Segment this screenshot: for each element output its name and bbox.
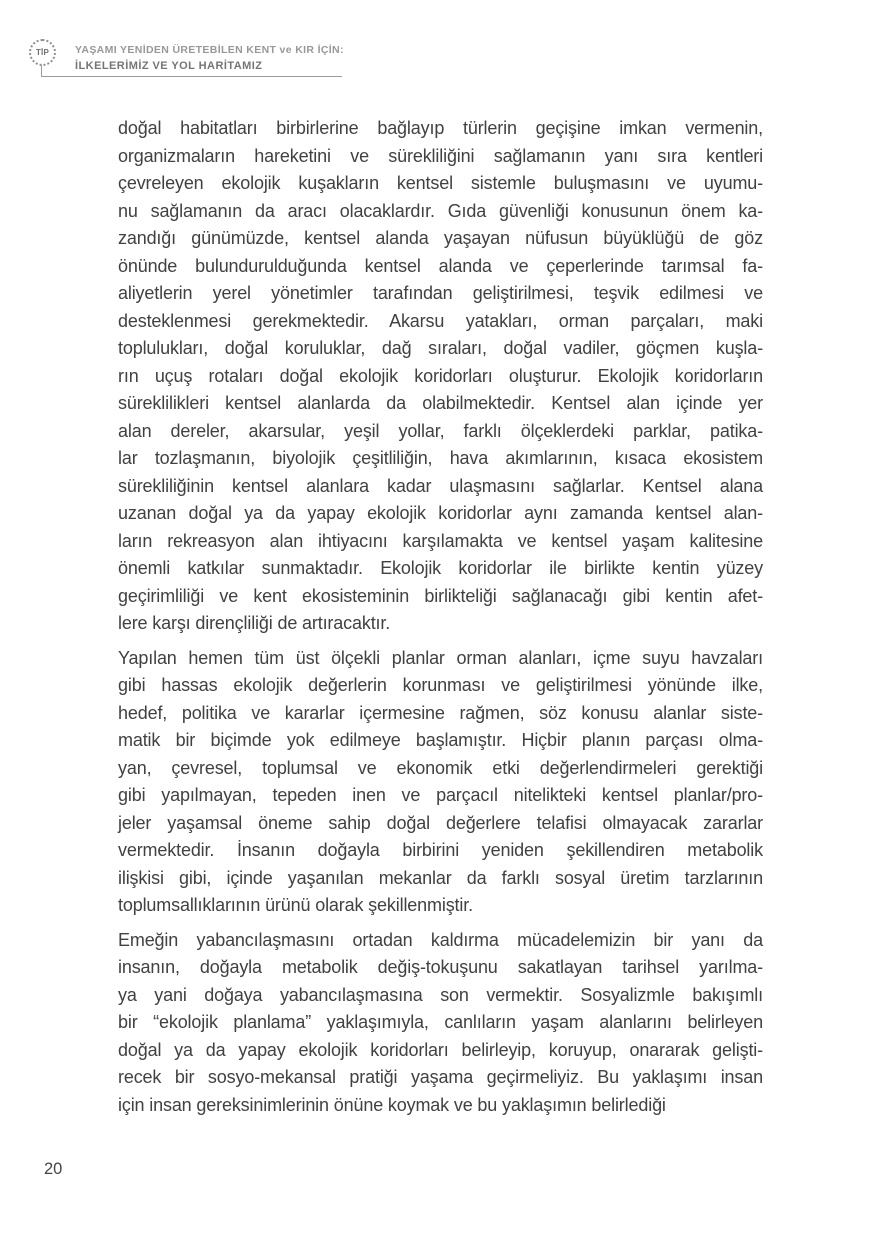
tip-party-logo bbox=[29, 39, 56, 66]
text-line: lere karşı dirençliliği de artıracaktır. bbox=[118, 613, 391, 633]
text-line: geçirimliliği ve kent ekosisteminin birlikteliği sağlanacağı gibi kentin afet- bbox=[118, 585, 763, 606]
header-rule bbox=[41, 76, 342, 77]
text-line: uzanan doğal ya da yapay ekolojik koridorlar aynı zamanda kentsel alan- bbox=[118, 503, 763, 523]
text-line: ilişkisi gibi, içinde yaşanılan mekanlar da farklı sosyal üretim tarzlarının bbox=[118, 867, 763, 888]
text-line: recek bir sosyo-mekansal pratiği yaşama geçirmeliyiz. Bu yaklaşımı insan bbox=[118, 1067, 763, 1087]
paragraph-3 bbox=[118, 927, 763, 1120]
text-line: önünde bulundurulduğunda kentsel alanda ve çeperlerinde tarımsal fa- bbox=[118, 255, 763, 276]
text-line: aliyetlerin yerel yönetimler tarafından geliştirilmesi, teşvik edilmesi ve bbox=[118, 283, 763, 303]
text-line: toplumsallıklarının ürünü olarak şekillenmiştir. bbox=[118, 895, 473, 915]
text-line: gibi yapılmayan, tepeden inen ve parçacıl nitelikteki kentsel planlar/pro- bbox=[118, 785, 763, 805]
text-line: alan dereler, akarsular, yeşil yollar, farklı ölçeklerdeki parklar, patika- bbox=[118, 420, 763, 441]
text-line: rın uçuş rotaları doğal ekolojik koridorları oluşturur. Ekolojik koridorların bbox=[118, 365, 763, 386]
document-subtitle: İLKELERİMİZ VE YOL HARİTAMIZ bbox=[75, 60, 263, 72]
text-line: gibi hassas ekolojik değerlerin korunması ve geliştirilmesi yönünde ilke, bbox=[118, 675, 763, 695]
page-header bbox=[0, 0, 877, 90]
text-line: yan, çevresel, toplumsal ve ekonomik etki değerlendirmeleri gerektiği bbox=[118, 757, 763, 778]
tip-logo-text: TİP bbox=[35, 47, 50, 57]
paragraph-2 bbox=[118, 645, 763, 920]
text-line: süreklilikleri kentsel alanlarda da olabilmektedir. Kentsel alan içinde yer bbox=[118, 393, 763, 413]
page-number: 20 bbox=[44, 1160, 63, 1178]
text-line: desteklenmesi gerekmektedir. Akarsu yatakları, orman parçaları, maki bbox=[118, 310, 763, 331]
text-line: organizmaların hareketini ve sürekliliğini sağlamanın yanı sıra kentleri bbox=[118, 145, 763, 166]
text-line: insanın, doğayla metabolik değiş-tokuşunu sakatlayan tarihsel yarılma- bbox=[118, 957, 763, 977]
header-titles bbox=[75, 43, 344, 73]
text-line: doğal habitatları birbirlerine bağlayıp türlerin geçişine imkan vermenin, bbox=[118, 118, 763, 138]
text-line: matik bir biçimde yok edilmeye başlamıştır. Hiçbir planın parçası olma- bbox=[118, 730, 763, 750]
paragraph-1 bbox=[118, 115, 763, 638]
text-line: Emeğin yabancılaşmasını ortadan kaldırma mücadelemizin bir yanı da bbox=[118, 929, 763, 950]
text-line: jeler yaşamsal öneme sahip doğal değerlere telafisi olmayacak zararlar bbox=[118, 812, 763, 833]
text-line: Yapılan hemen tüm üst ölçekli planlar orman alanları, içme suyu havzaları bbox=[118, 647, 763, 668]
text-line: sürekliliğinin kentsel alanlara kadar ulaşmasını sağlarlar. Kentsel alana bbox=[118, 475, 763, 496]
text-line: nu sağlamanın da aracı olacaklardır. Gıda güvenliği konusunun önem ka- bbox=[118, 200, 763, 221]
document-series-title: YAŞAMI YENİDEN ÜRETEBİLEN KENT ve KIR İÇİN: bbox=[75, 44, 344, 56]
text-line: önemli katkılar sunmaktadır. Ekolojik koridorlar ile birlikte kentin yüzey bbox=[118, 558, 763, 578]
text-line: çevreleyen ekolojik kuşakların kentsel sistemle buluşmasını ve uyumu- bbox=[118, 173, 763, 193]
text-line: lar tozlaşmanın, biyolojik çeşitliliğin, hava akımlarının, kısaca ekosistem bbox=[118, 448, 763, 468]
text-line: doğal ya da yapay ekolojik koridorları belirleyip, koruyup, onararak gelişti- bbox=[118, 1039, 763, 1060]
text-line: toplulukları, doğal koruluklar, dağ sıraları, doğal vadiler, göçmen kuşla- bbox=[118, 338, 763, 358]
text-line: ların rekreasyon alan ihtiyacını karşılamakta ve kentsel yaşam kalitesine bbox=[118, 530, 763, 551]
text-line: ya yani doğaya yabancılaşmasına son vermektir. Sosyalizmle bakışımlı bbox=[118, 984, 763, 1005]
text-line: vermektedir. İnsanın doğayla birbirini yeniden şekillendiren metabolik bbox=[118, 840, 763, 860]
text-line: hedef, politika ve kararlar içermesine rağmen, söz konusu alanlar siste- bbox=[118, 702, 763, 723]
text-line: zandığı günümüzde, kentsel alanda yaşayan nüfusun büyüklüğü de göz bbox=[118, 228, 763, 248]
body-text bbox=[118, 115, 763, 1126]
text-line: bir “ekolojik planlama” yaklaşımıyla, canlıların yaşam alanlarını belirleyen bbox=[118, 1012, 763, 1032]
text-line: için insan gereksinimlerinin önüne koymak ve bu yaklaşımın belirlediği bbox=[118, 1094, 666, 1115]
